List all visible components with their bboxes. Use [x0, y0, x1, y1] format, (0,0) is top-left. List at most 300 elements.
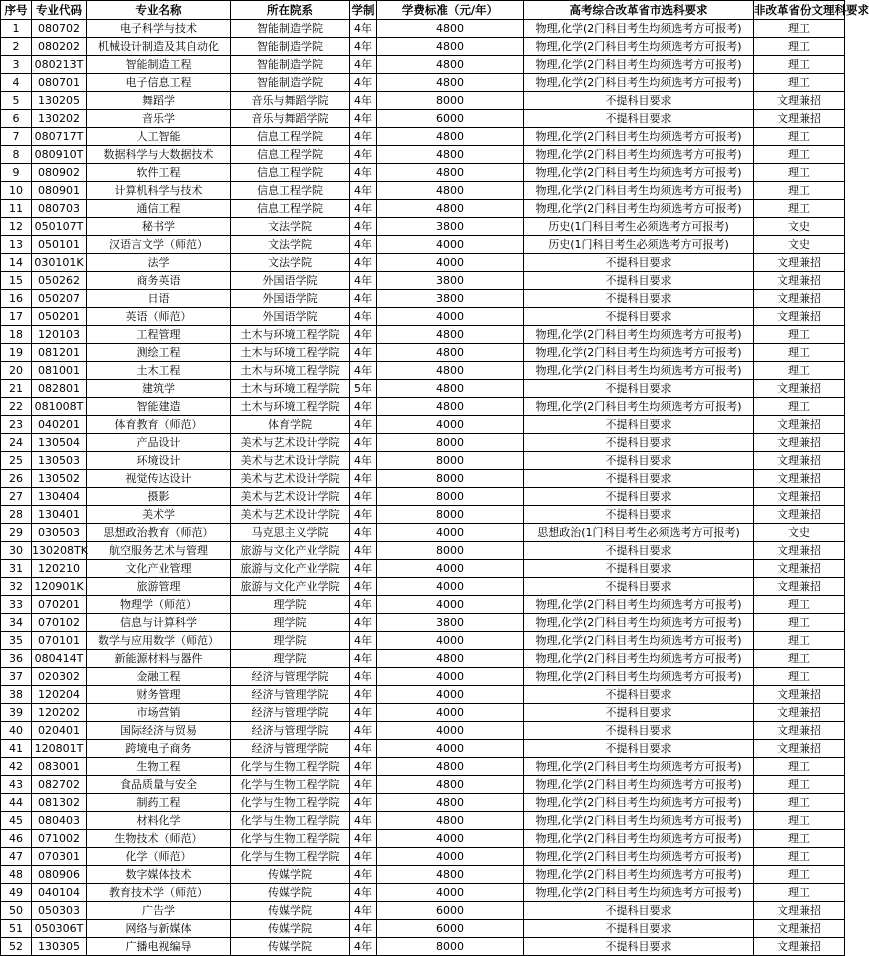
duration-cell: 4年 [350, 632, 377, 650]
major-name-cell: 财务管理 [87, 686, 231, 704]
tuition-cell: 4800 [377, 398, 524, 416]
table-row [1, 740, 845, 758]
index-cell: 19 [1, 344, 32, 362]
subject-requirement-cell: 物理,化学(2门科目考生均须选考方可报考) [524, 884, 754, 902]
department-cell: 美术与艺术设计学院 [231, 452, 350, 470]
major-name-cell: 通信工程 [87, 200, 231, 218]
major-name-cell: 软件工程 [87, 164, 231, 182]
subject-requirement-cell: 物理,化学(2门科目考生均须选考方可报考) [524, 182, 754, 200]
subject-requirement-cell: 物理,化学(2门科目考生均须选考方可报考) [524, 758, 754, 776]
major-name-cell: 法学 [87, 254, 231, 272]
index-cell: 52 [1, 938, 32, 956]
track-requirement-cell: 文理兼招 [754, 272, 845, 290]
index-cell: 9 [1, 164, 32, 182]
table-row [1, 614, 845, 632]
tuition-cell: 6000 [377, 902, 524, 920]
index-cell: 41 [1, 740, 32, 758]
major-name-cell: 教育技术学（师范） [87, 884, 231, 902]
subject-requirement-cell: 物理,化学(2门科目考生均须选考方可报考) [524, 812, 754, 830]
department-cell: 外国语学院 [231, 308, 350, 326]
tuition-cell: 4000 [377, 236, 524, 254]
index-cell: 27 [1, 488, 32, 506]
track-requirement-cell: 文理兼招 [754, 560, 845, 578]
track-requirement-cell: 理工 [754, 128, 845, 146]
table-row [1, 524, 845, 542]
major-name-cell: 商务英语 [87, 272, 231, 290]
subject-requirement-cell: 不提科目要求 [524, 110, 754, 128]
major-name-cell: 秘书学 [87, 218, 231, 236]
subject-requirement-cell: 思想政治(1门科目考生必须选考方可报考) [524, 524, 754, 542]
subject-requirement-cell: 不提科目要求 [524, 470, 754, 488]
department-cell: 美术与艺术设计学院 [231, 470, 350, 488]
department-cell: 文法学院 [231, 218, 350, 236]
major-name-cell: 土木工程 [87, 362, 231, 380]
code-cell: 050101 [32, 236, 87, 254]
tuition-cell: 4800 [377, 344, 524, 362]
duration-cell: 4年 [350, 578, 377, 596]
duration-cell: 4年 [350, 938, 377, 956]
index-cell: 10 [1, 182, 32, 200]
subject-requirement-cell: 物理,化学(2门科目考生均须选考方可报考) [524, 632, 754, 650]
header-track-requirement: 非改革省份文理科要求 [754, 1, 845, 20]
tuition-cell: 4800 [377, 20, 524, 38]
department-cell: 智能制造学院 [231, 20, 350, 38]
major-name-cell: 测绘工程 [87, 344, 231, 362]
table-row [1, 596, 845, 614]
table-row [1, 794, 845, 812]
table-row [1, 164, 845, 182]
major-name-cell: 生物工程 [87, 758, 231, 776]
subject-requirement-cell: 物理,化学(2门科目考生均须选考方可报考) [524, 200, 754, 218]
index-cell: 23 [1, 416, 32, 434]
index-cell: 30 [1, 542, 32, 560]
track-requirement-cell: 文理兼招 [754, 902, 845, 920]
subject-requirement-cell: 不提科目要求 [524, 506, 754, 524]
subject-requirement-cell: 不提科目要求 [524, 722, 754, 740]
index-cell: 48 [1, 866, 32, 884]
code-cell: 080901 [32, 182, 87, 200]
major-name-cell: 化学（师范） [87, 848, 231, 866]
index-cell: 39 [1, 704, 32, 722]
duration-cell: 4年 [350, 722, 377, 740]
tuition-cell: 4800 [377, 146, 524, 164]
department-cell: 美术与艺术设计学院 [231, 506, 350, 524]
department-cell: 传媒学院 [231, 884, 350, 902]
index-cell: 4 [1, 74, 32, 92]
track-requirement-cell: 文理兼招 [754, 470, 845, 488]
tuition-cell: 4000 [377, 524, 524, 542]
subject-requirement-cell: 物理,化学(2门科目考生均须选考方可报考) [524, 848, 754, 866]
table-row [1, 380, 845, 398]
track-requirement-cell: 文理兼招 [754, 938, 845, 956]
index-cell: 7 [1, 128, 32, 146]
department-cell: 化学与生物工程学院 [231, 848, 350, 866]
index-cell: 49 [1, 884, 32, 902]
department-cell: 理学院 [231, 596, 350, 614]
table-row [1, 866, 845, 884]
duration-cell: 4年 [350, 236, 377, 254]
major-name-cell: 数学与应用数学（师范） [87, 632, 231, 650]
code-cell: 081001 [32, 362, 87, 380]
code-cell: 081201 [32, 344, 87, 362]
major-name-cell: 产品设计 [87, 434, 231, 452]
tuition-cell: 4000 [377, 848, 524, 866]
tuition-cell: 4800 [377, 650, 524, 668]
index-cell: 31 [1, 560, 32, 578]
subject-requirement-cell: 不提科目要求 [524, 938, 754, 956]
track-requirement-cell: 理工 [754, 596, 845, 614]
duration-cell: 4年 [350, 560, 377, 578]
tuition-cell: 8000 [377, 434, 524, 452]
tuition-cell: 4800 [377, 794, 524, 812]
tuition-cell: 4800 [377, 362, 524, 380]
department-cell: 化学与生物工程学院 [231, 830, 350, 848]
department-cell: 传媒学院 [231, 920, 350, 938]
header-code: 专业代码 [32, 1, 87, 20]
tuition-cell: 8000 [377, 488, 524, 506]
department-cell: 信息工程学院 [231, 182, 350, 200]
duration-cell: 4年 [350, 920, 377, 938]
major-name-cell: 生物技术（师范） [87, 830, 231, 848]
department-cell: 信息工程学院 [231, 164, 350, 182]
major-name-cell: 材料化学 [87, 812, 231, 830]
track-requirement-cell: 理工 [754, 344, 845, 362]
index-cell: 25 [1, 452, 32, 470]
code-cell: 080717T [32, 128, 87, 146]
major-name-cell: 国际经济与贸易 [87, 722, 231, 740]
track-requirement-cell: 文理兼招 [754, 578, 845, 596]
table-row [1, 632, 845, 650]
department-cell: 理学院 [231, 632, 350, 650]
index-cell: 37 [1, 668, 32, 686]
table-row [1, 686, 845, 704]
tuition-cell: 4800 [377, 776, 524, 794]
subject-requirement-cell: 物理,化学(2门科目考生均须选考方可报考) [524, 668, 754, 686]
table-row [1, 362, 845, 380]
tuition-cell: 3800 [377, 272, 524, 290]
header-major-name: 专业名称 [87, 1, 231, 20]
tuition-cell: 4000 [377, 740, 524, 758]
table-row [1, 470, 845, 488]
table-row [1, 452, 845, 470]
department-cell: 信息工程学院 [231, 146, 350, 164]
table-row [1, 506, 845, 524]
track-requirement-cell: 文理兼招 [754, 416, 845, 434]
track-requirement-cell: 理工 [754, 614, 845, 632]
code-cell: 080202 [32, 38, 87, 56]
duration-cell: 4年 [350, 146, 377, 164]
department-cell: 美术与艺术设计学院 [231, 434, 350, 452]
tuition-cell: 4800 [377, 758, 524, 776]
header-department: 所在院系 [231, 1, 350, 20]
subject-requirement-cell: 物理,化学(2门科目考生均须选考方可报考) [524, 20, 754, 38]
index-cell: 1 [1, 20, 32, 38]
track-requirement-cell: 理工 [754, 758, 845, 776]
department-cell: 文法学院 [231, 254, 350, 272]
code-cell: 080902 [32, 164, 87, 182]
track-requirement-cell: 理工 [754, 362, 845, 380]
table-row [1, 776, 845, 794]
table-row [1, 308, 845, 326]
subject-requirement-cell: 不提科目要求 [524, 488, 754, 506]
subject-requirement-cell: 物理,化学(2门科目考生均须选考方可报考) [524, 164, 754, 182]
major-name-cell: 工程管理 [87, 326, 231, 344]
duration-cell: 4年 [350, 650, 377, 668]
code-cell: 080910T [32, 146, 87, 164]
track-requirement-cell: 理工 [754, 38, 845, 56]
tuition-cell: 4000 [377, 722, 524, 740]
duration-cell: 4年 [350, 740, 377, 758]
table-row [1, 290, 845, 308]
subject-requirement-cell: 不提科目要求 [524, 542, 754, 560]
index-cell: 36 [1, 650, 32, 668]
index-cell: 46 [1, 830, 32, 848]
track-requirement-cell: 理工 [754, 866, 845, 884]
index-cell: 43 [1, 776, 32, 794]
department-cell: 文法学院 [231, 236, 350, 254]
subject-requirement-cell: 不提科目要求 [524, 704, 754, 722]
code-cell: 050306T [32, 920, 87, 938]
duration-cell: 4年 [350, 254, 377, 272]
track-requirement-cell: 理工 [754, 182, 845, 200]
duration-cell: 4年 [350, 362, 377, 380]
duration-cell: 4年 [350, 272, 377, 290]
department-cell: 智能制造学院 [231, 38, 350, 56]
tuition-cell: 6000 [377, 110, 524, 128]
code-cell: 050207 [32, 290, 87, 308]
table-row [1, 272, 845, 290]
major-name-cell: 广播电视编导 [87, 938, 231, 956]
subject-requirement-cell: 不提科目要求 [524, 308, 754, 326]
department-cell: 土木与环境工程学院 [231, 362, 350, 380]
index-cell: 28 [1, 506, 32, 524]
code-cell: 120202 [32, 704, 87, 722]
track-requirement-cell: 文理兼招 [754, 506, 845, 524]
index-cell: 21 [1, 380, 32, 398]
track-requirement-cell: 文理兼招 [754, 488, 845, 506]
subject-requirement-cell: 不提科目要求 [524, 434, 754, 452]
track-requirement-cell: 文理兼招 [754, 452, 845, 470]
index-cell: 6 [1, 110, 32, 128]
duration-cell: 4年 [350, 596, 377, 614]
duration-cell: 4年 [350, 290, 377, 308]
major-name-cell: 市场营销 [87, 704, 231, 722]
subject-requirement-cell: 物理,化学(2门科目考生均须选考方可报考) [524, 650, 754, 668]
major-name-cell: 电子科学与技术 [87, 20, 231, 38]
department-cell: 土木与环境工程学院 [231, 326, 350, 344]
subject-requirement-cell: 不提科目要求 [524, 416, 754, 434]
code-cell: 081302 [32, 794, 87, 812]
index-cell: 15 [1, 272, 32, 290]
duration-cell: 4年 [350, 416, 377, 434]
department-cell: 旅游与文化产业学院 [231, 578, 350, 596]
major-name-cell: 物理学（师范） [87, 596, 231, 614]
table-row [1, 146, 845, 164]
department-cell: 经济与管理学院 [231, 686, 350, 704]
index-cell: 29 [1, 524, 32, 542]
track-requirement-cell: 文理兼招 [754, 722, 845, 740]
duration-cell: 4年 [350, 110, 377, 128]
major-name-cell: 数据科学与大数据技术 [87, 146, 231, 164]
code-cell: 080414T [32, 650, 87, 668]
table-row [1, 218, 845, 236]
department-cell: 信息工程学院 [231, 200, 350, 218]
table-row [1, 938, 845, 956]
table-row [1, 344, 845, 362]
subject-requirement-cell: 物理,化学(2门科目考生均须选考方可报考) [524, 398, 754, 416]
index-cell: 22 [1, 398, 32, 416]
duration-cell: 4年 [350, 704, 377, 722]
code-cell: 080906 [32, 866, 87, 884]
duration-cell: 4年 [350, 866, 377, 884]
table-row [1, 74, 845, 92]
department-cell: 音乐与舞蹈学院 [231, 92, 350, 110]
code-cell: 080703 [32, 200, 87, 218]
duration-cell: 4年 [350, 20, 377, 38]
duration-cell: 4年 [350, 128, 377, 146]
track-requirement-cell: 理工 [754, 776, 845, 794]
tuition-cell: 4800 [377, 74, 524, 92]
subject-requirement-cell: 不提科目要求 [524, 578, 754, 596]
department-cell: 经济与管理学院 [231, 740, 350, 758]
major-name-cell: 音乐学 [87, 110, 231, 128]
tuition-cell: 4800 [377, 380, 524, 398]
duration-cell: 4年 [350, 686, 377, 704]
tuition-cell: 6000 [377, 920, 524, 938]
duration-cell: 4年 [350, 308, 377, 326]
code-cell: 120901K [32, 578, 87, 596]
tuition-cell: 8000 [377, 470, 524, 488]
track-requirement-cell: 理工 [754, 56, 845, 74]
major-name-cell: 广告学 [87, 902, 231, 920]
track-requirement-cell: 理工 [754, 848, 845, 866]
department-cell: 智能制造学院 [231, 56, 350, 74]
code-cell: 030101K [32, 254, 87, 272]
duration-cell: 4年 [350, 830, 377, 848]
table-row [1, 56, 845, 74]
code-cell: 083001 [32, 758, 87, 776]
code-cell: 130404 [32, 488, 87, 506]
code-cell: 080213T [32, 56, 87, 74]
code-cell: 130401 [32, 506, 87, 524]
subject-requirement-cell: 物理,化学(2门科目考生均须选考方可报考) [524, 830, 754, 848]
table-row [1, 650, 845, 668]
subject-requirement-cell: 不提科目要求 [524, 272, 754, 290]
major-name-cell: 舞蹈学 [87, 92, 231, 110]
track-requirement-cell: 理工 [754, 884, 845, 902]
header-tuition: 学费标准（元/年） [377, 1, 524, 20]
major-name-cell: 智能制造工程 [87, 56, 231, 74]
table-row [1, 416, 845, 434]
index-cell: 20 [1, 362, 32, 380]
duration-cell: 4年 [350, 182, 377, 200]
table-row [1, 560, 845, 578]
code-cell: 130502 [32, 470, 87, 488]
code-cell: 040104 [32, 884, 87, 902]
major-name-cell: 旅游管理 [87, 578, 231, 596]
tuition-cell: 4800 [377, 200, 524, 218]
department-cell: 体育学院 [231, 416, 350, 434]
department-cell: 理学院 [231, 650, 350, 668]
tuition-cell: 4000 [377, 416, 524, 434]
department-cell: 外国语学院 [231, 290, 350, 308]
index-cell: 35 [1, 632, 32, 650]
tuition-cell: 4000 [377, 578, 524, 596]
major-name-cell: 食品质量与安全 [87, 776, 231, 794]
tuition-cell: 3800 [377, 614, 524, 632]
track-requirement-cell: 文史 [754, 218, 845, 236]
track-requirement-cell: 文理兼招 [754, 740, 845, 758]
major-name-cell: 新能源材料与器件 [87, 650, 231, 668]
tuition-cell: 4000 [377, 560, 524, 578]
major-name-cell: 网络与新媒体 [87, 920, 231, 938]
index-cell: 16 [1, 290, 32, 308]
duration-cell: 4年 [350, 812, 377, 830]
table-row [1, 488, 845, 506]
tuition-cell: 8000 [377, 452, 524, 470]
duration-cell: 4年 [350, 326, 377, 344]
duration-cell: 4年 [350, 776, 377, 794]
index-cell: 24 [1, 434, 32, 452]
table-row [1, 884, 845, 902]
table-row [1, 182, 845, 200]
code-cell: 120103 [32, 326, 87, 344]
header-duration: 学制 [350, 1, 377, 20]
table-row [1, 704, 845, 722]
subject-requirement-cell: 不提科目要求 [524, 740, 754, 758]
tuition-cell: 4000 [377, 254, 524, 272]
index-cell: 5 [1, 92, 32, 110]
department-cell: 传媒学院 [231, 902, 350, 920]
code-cell: 050303 [32, 902, 87, 920]
duration-cell: 4年 [350, 542, 377, 560]
table-row [1, 38, 845, 56]
index-cell: 14 [1, 254, 32, 272]
index-cell: 38 [1, 686, 32, 704]
code-cell: 120204 [32, 686, 87, 704]
code-cell: 070102 [32, 614, 87, 632]
track-requirement-cell: 理工 [754, 632, 845, 650]
subject-requirement-cell: 物理,化学(2门科目考生均须选考方可报考) [524, 776, 754, 794]
subject-requirement-cell: 历史(1门科目考生必须选考方可报考) [524, 236, 754, 254]
code-cell: 080702 [32, 20, 87, 38]
code-cell: 081008T [32, 398, 87, 416]
code-cell: 130205 [32, 92, 87, 110]
index-cell: 34 [1, 614, 32, 632]
duration-cell: 4年 [350, 218, 377, 236]
track-requirement-cell: 文理兼招 [754, 686, 845, 704]
subject-requirement-cell: 物理,化学(2门科目考生均须选考方可报考) [524, 362, 754, 380]
duration-cell: 4年 [350, 434, 377, 452]
track-requirement-cell: 文理兼招 [754, 92, 845, 110]
department-cell: 经济与管理学院 [231, 722, 350, 740]
subject-requirement-cell: 物理,化学(2门科目考生均须选考方可报考) [524, 128, 754, 146]
department-cell: 经济与管理学院 [231, 668, 350, 686]
track-requirement-cell: 理工 [754, 794, 845, 812]
index-cell: 17 [1, 308, 32, 326]
index-cell: 42 [1, 758, 32, 776]
track-requirement-cell: 文理兼招 [754, 434, 845, 452]
table-row [1, 398, 845, 416]
duration-cell: 4年 [350, 74, 377, 92]
table-row [1, 812, 845, 830]
major-name-cell: 视觉传达设计 [87, 470, 231, 488]
subject-requirement-cell: 物理,化学(2门科目考生均须选考方可报考) [524, 596, 754, 614]
code-cell: 130305 [32, 938, 87, 956]
tuition-cell: 4000 [377, 596, 524, 614]
subject-requirement-cell: 不提科目要求 [524, 902, 754, 920]
tuition-cell: 4000 [377, 830, 524, 848]
